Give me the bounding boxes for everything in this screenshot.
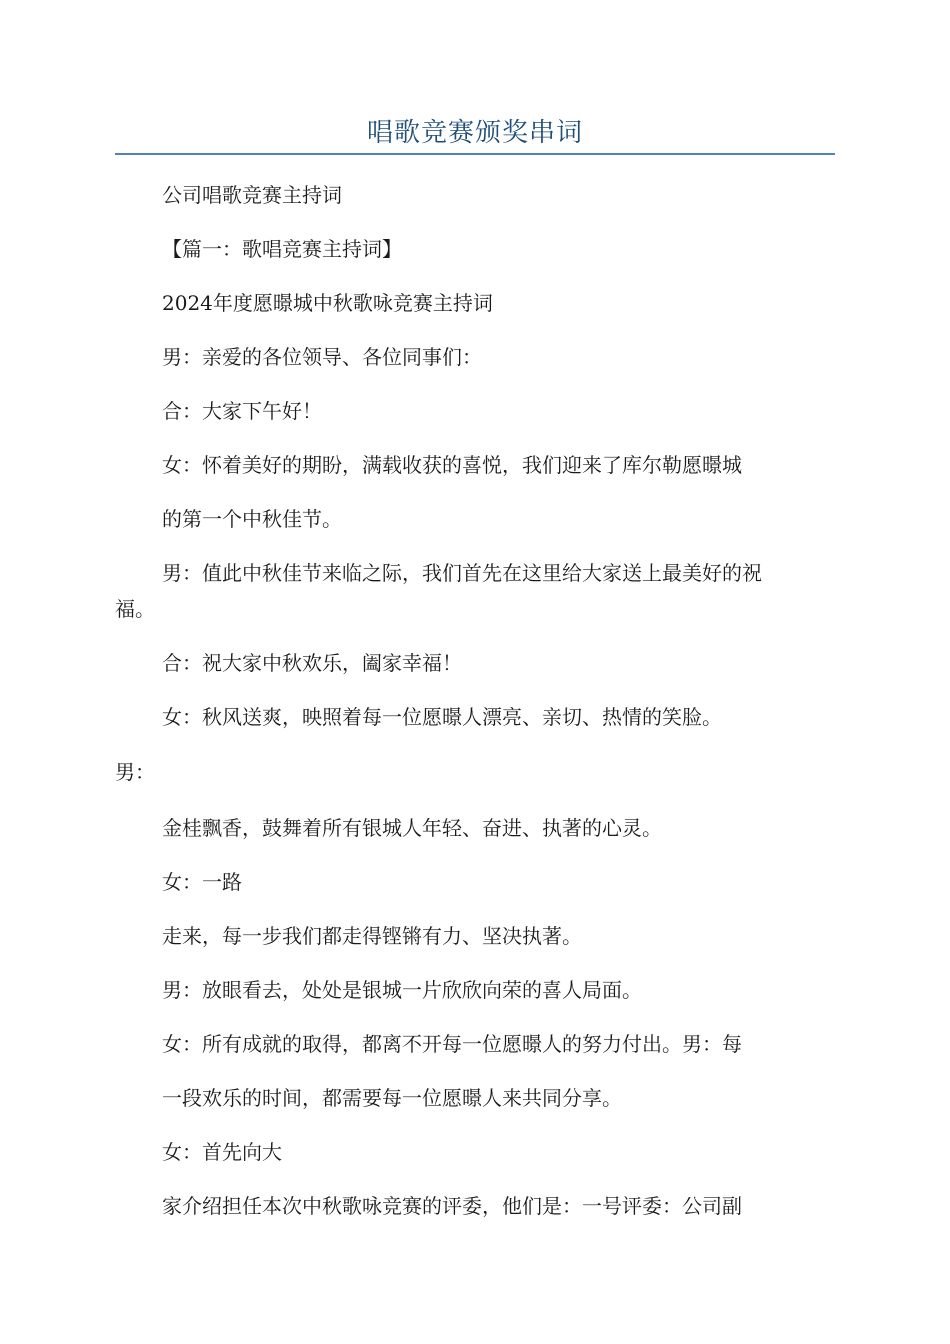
- paragraph-line: 合：祝大家中秋欢乐，阖家幸福！: [162, 651, 462, 675]
- paragraph-line: 合：大家下午好！: [162, 399, 322, 423]
- paragraph-line: 金桂飘香，鼓舞着所有银城人年轻、奋进、执著的心灵。: [162, 816, 662, 840]
- document-title: 唱歌竞赛颁奖串词: [366, 118, 583, 148]
- paragraph-line: 女：一路: [162, 870, 242, 894]
- paragraph-line: 女：怀着美好的期盼，满载收获的喜悦，我们迎来了库尔勒愿暻城: [162, 453, 742, 477]
- paragraph-line: 男：值此中秋佳节来临之际，我们首先在这里给大家送上最美好的祝: [162, 561, 762, 585]
- paragraph-line: 一段欢乐的时间，都需要每一位愿暻人来共同分享。: [162, 1086, 622, 1110]
- paragraph-line: 走来，每一步我们都走得铿锵有力、坚决执著。: [162, 924, 582, 948]
- title-underline: [115, 153, 835, 155]
- paragraph-line: 公司唱歌竞赛主持词: [162, 183, 342, 207]
- paragraph-line: 【篇一：歌唱竞赛主持词】: [162, 237, 402, 261]
- paragraph-line: 福。: [115, 597, 155, 621]
- paragraph-line: 女：首先向大: [162, 1140, 282, 1164]
- paragraph-line: 女：所有成就的取得，都离不开每一位愿暻人的努力付出。男：每: [162, 1032, 742, 1056]
- paragraph-line: 男：: [115, 760, 155, 784]
- paragraph-line: 男：放眼看去，处处是银城一片欣欣向荣的喜人局面。: [162, 978, 642, 1002]
- paragraph-line: 家介绍担任本次中秋歌咏竞赛的评委，他们是：一号评委：公司副: [162, 1194, 742, 1218]
- paragraph-line: 女：秋风送爽，映照着每一位愿暻人漂亮、亲切、热情的笑脸。: [162, 705, 722, 729]
- paragraph-line: 的第一个中秋佳节。: [162, 507, 342, 531]
- paragraph-line: 2024年度愿暻城中秋歌咏竞赛主持词: [162, 291, 493, 315]
- paragraph-line: 男：亲爱的各位领导、各位同事们：: [162, 345, 482, 369]
